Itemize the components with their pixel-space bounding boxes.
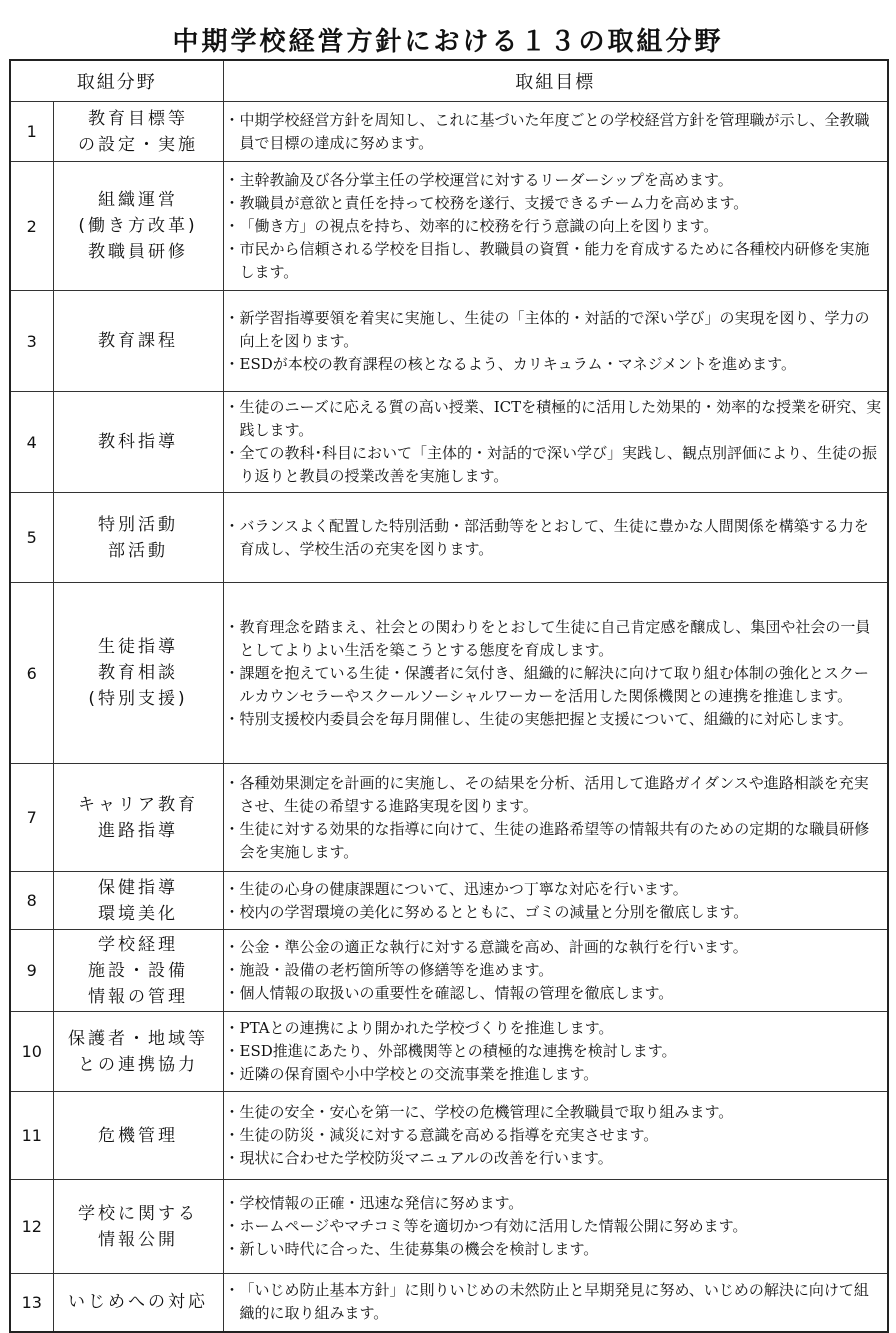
- row-number: 6: [10, 583, 53, 764]
- area-cell: [53, 930, 223, 1012]
- goals-cell: [223, 1180, 888, 1274]
- area-line: 施設・設備: [88, 960, 188, 981]
- area-cell: [53, 1092, 223, 1180]
- area-cell: [53, 583, 223, 764]
- area-cell: [53, 1012, 223, 1092]
- goals-cell: [223, 162, 888, 291]
- goal-item: ・ 各種効果測定を計画的に実施し、その結果を分析、活用して進路ガイダンスや進路相談を充実させ、生徒の希望する進路実現を図ります。: [227, 772, 884, 818]
- goal-item: ・ バランスよく配置した特別活動・部活動等をとおして、生徒に豊かな人間関係を構築する力を育成し、学校生活の充実を図ります。: [227, 515, 884, 561]
- table-row: [10, 1092, 888, 1180]
- goal-item: ・ 市民から信頼される学校を目指し、教職員の資質・能力を育成するために各種校内研修を実施します。: [227, 238, 884, 284]
- goal-list: [227, 616, 884, 731]
- area-line: 情報の管理: [88, 986, 188, 1007]
- row-number: 13: [10, 1274, 53, 1332]
- table-row: [10, 764, 888, 872]
- row-number: 7: [10, 764, 53, 872]
- table-row: [10, 493, 888, 583]
- area-cell: [53, 102, 223, 162]
- goals-cell: [223, 291, 888, 392]
- goal-item: ・ 生徒の安全・安心を第一に、学校の危機管理に全教職員で取り組みます。: [227, 1101, 884, 1124]
- header-goals: 取組目標: [223, 60, 888, 102]
- goal-item: ・ 生徒のニーズに応える質の高い授業、ICTを積極的に活用した効果的・効率的な授業を研究、実践します。: [227, 396, 884, 442]
- goal-item: ・ 特別支援校内委員会を毎月開催し、生徒の実態把握と支援について、組織的に対応します。: [227, 708, 884, 731]
- row-number: 2: [10, 162, 53, 291]
- goal-list: [227, 1101, 884, 1170]
- area-line: 教科指導: [98, 432, 178, 452]
- goal-item: ・ 主幹教諭及び各分掌主任の学校運営に対するリーダーシップを高めます。: [227, 169, 884, 192]
- row-number: 3: [10, 291, 53, 392]
- area-line: 特別活動: [98, 514, 178, 535]
- area-line: (特別支援): [88, 689, 188, 709]
- area-cell: [53, 162, 223, 291]
- area-cell: [53, 493, 223, 583]
- header-area: 取組分野: [10, 60, 223, 102]
- area-line: 生徒指導: [98, 637, 178, 657]
- area-line: (働き方改革): [78, 216, 198, 236]
- area-line: 教職員研修: [88, 242, 188, 262]
- goal-item: ・ 現状に合わせた学校防災マニュアルの改善を行います。: [227, 1147, 884, 1170]
- table-row: [10, 583, 888, 764]
- goal-item: ・ 施設・設備の老朽箇所等の修繕等を進めます。: [227, 959, 884, 982]
- area-line: 部活動: [108, 540, 168, 561]
- goal-item: ・ 教職員が意欲と責任を持って校務を遂行、支援できるチーム力を高めます。: [227, 192, 884, 215]
- page-title: 中期学校経営方針における１３の取組分野: [172, 27, 724, 57]
- goals-cell: [223, 1274, 888, 1332]
- goal-list: [227, 1017, 884, 1086]
- goals-cell: [223, 1092, 888, 1180]
- goal-list: [227, 936, 884, 1005]
- area-line: 学校に関する: [78, 1203, 198, 1224]
- goal-item: ・ 公金・準公金の適正な執行に対する意識を高め、計画的な執行を行います。: [227, 936, 884, 959]
- area-cell: [53, 291, 223, 392]
- policy-table: [9, 59, 889, 1333]
- goal-list: [227, 878, 884, 924]
- goal-list: [227, 1279, 884, 1325]
- row-number: 8: [10, 872, 53, 930]
- goal-item: ・ ESDが本校の教育課程の核となるよう、カリキュラム・マネジメントを進めます。: [227, 353, 884, 376]
- goal-item: ・ 「いじめ防止基本方針」に則りいじめの未然防止と早期発見に努め、いじめの解決に向けて組織的に取り組みます。: [227, 1279, 884, 1325]
- area-line: 教育相談: [98, 663, 178, 683]
- area-line: 教育目標等: [88, 108, 188, 129]
- goal-item: ・ 近隣の保育園や小中学校との交流事業を推進します。: [227, 1063, 884, 1086]
- goal-item: ・ 課題を抱えている生徒・保護者に気付き、組織的に解決に向けて取り組む体制の強化とスクールカウンセラーやスクールソーシャルワーカーを活用した関係機関との連携を推進します。: [227, 662, 884, 708]
- goal-item: ・ 生徒の心身の健康課題について、迅速かつ丁寧な対応を行います。: [227, 878, 884, 901]
- row-number: 12: [10, 1180, 53, 1274]
- table-row: [10, 1180, 888, 1274]
- table-row: [10, 392, 888, 493]
- area-cell: [53, 1180, 223, 1274]
- goal-item: ・ 個人情報の取扱いの重要性を確認し、情報の管理を徹底します。: [227, 982, 884, 1005]
- area-line: 環境美化: [98, 903, 178, 924]
- area-line: 組織運営: [98, 190, 178, 210]
- area-line: 情報公開: [98, 1229, 178, 1250]
- goal-list: [227, 515, 884, 561]
- area-line: 保護者・地域等: [68, 1028, 208, 1049]
- row-number: 9: [10, 930, 53, 1012]
- row-number: 5: [10, 493, 53, 583]
- goals-cell: [223, 1012, 888, 1092]
- goals-cell: [223, 764, 888, 872]
- goals-cell: [223, 102, 888, 162]
- goal-list: [227, 772, 884, 864]
- goal-item: ・ 新しい時代に合った、生徒募集の機会を検討します。: [227, 1238, 884, 1261]
- table-row: [10, 162, 888, 291]
- table-row: [10, 102, 888, 162]
- area-cell: [53, 764, 223, 872]
- area-cell: [53, 872, 223, 930]
- goal-item: ・ 校内の学習環境の美化に努めるとともに、ゴミの減量と分別を徹底します。: [227, 901, 884, 924]
- area-cell: [53, 392, 223, 493]
- goals-cell: [223, 493, 888, 583]
- goal-item: ・ PTAとの連携により開かれた学校づくりを推進します。: [227, 1017, 884, 1040]
- area-line: キャリア教育: [78, 794, 198, 815]
- goal-list: [227, 396, 884, 488]
- area-line: 教育課程: [98, 331, 178, 351]
- area-line: の設定・実施: [78, 134, 198, 155]
- goal-list: [227, 1192, 884, 1261]
- row-number: 10: [10, 1012, 53, 1092]
- area-line: いじめへの対応: [68, 1292, 208, 1313]
- goals-cell: [223, 583, 888, 764]
- table-row: [10, 930, 888, 1012]
- table-header-row: [10, 60, 888, 102]
- table-row: [10, 1274, 888, 1332]
- goals-cell: [223, 930, 888, 1012]
- area-line: との連携協力: [78, 1054, 198, 1075]
- goal-item: ・ 生徒に対する効果的な指導に向けて、生徒の進路希望等の情報共有のための定期的な職員研修会を実施します。: [227, 818, 884, 864]
- area-line: 危機管理: [98, 1125, 178, 1146]
- goal-item: ・ ホームページやマチコミ等を適切かつ有効に活用した情報公開に努めます。: [227, 1215, 884, 1238]
- goal-list: [227, 307, 884, 376]
- row-number: 11: [10, 1092, 53, 1180]
- table-row: [10, 1012, 888, 1092]
- table-row: [10, 291, 888, 392]
- row-number: 4: [10, 392, 53, 493]
- area-line: 保健指導: [98, 877, 178, 898]
- goal-list: [227, 109, 884, 155]
- area-line: 進路指導: [98, 820, 178, 841]
- area-cell: [53, 1274, 223, 1332]
- goals-cell: [223, 872, 888, 930]
- goals-cell: [223, 392, 888, 493]
- goal-item: ・ 全ての教科･科目において「主体的・対話的で深い学び」実践し、観点別評価により、生徒の振り返りと教員の授業改善を実施します。: [227, 442, 884, 488]
- goal-item: ・ 中期学校経営方針を周知し、これに基づいた年度ごとの学校経営方針を管理職が示し、全教職員で目標の達成に努めます。: [227, 109, 884, 155]
- goal-item: ・ ESD推進にあたり、外部機関等との積極的な連携を検討します。: [227, 1040, 884, 1063]
- goal-list: [227, 169, 884, 284]
- goal-item: ・ 新学習指導要領を着実に実施し、生徒の「主体的・対話的で深い学び」の実現を図り、学力の向上を図ります。: [227, 307, 884, 353]
- row-number: 1: [10, 102, 53, 162]
- area-line: 学校経理: [98, 934, 178, 955]
- table-row: [10, 872, 888, 930]
- goal-item: ・ 生徒の防災・減災に対する意識を高める指導を充実させます。: [227, 1124, 884, 1147]
- goal-item: ・ 学校情報の正確・迅速な発信に努めます。: [227, 1192, 884, 1215]
- table-body: [10, 102, 888, 1332]
- goal-item: ・ 「働き方」の視点を持ち、効率的に校務を行う意識の向上を図ります。: [227, 215, 884, 238]
- goal-item: ・ 教育理念を踏まえ、社会との関わりをとおして生徒に自己肯定感を醸成し、集団や社会の一員としてよりよい生活を築こうとする態度を育成します。: [227, 616, 884, 662]
